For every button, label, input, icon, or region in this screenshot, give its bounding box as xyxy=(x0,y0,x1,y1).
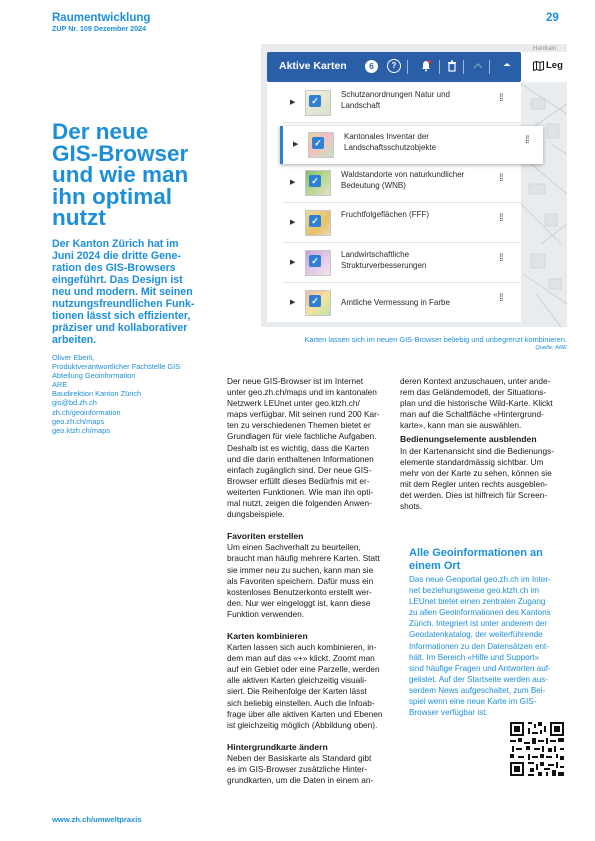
info-box-title: Alle Geoinformationen an einem Ort xyxy=(409,547,543,572)
divider xyxy=(283,282,521,283)
qr-code[interactable] xyxy=(508,720,566,778)
subheading: Karten kombinieren xyxy=(227,630,308,641)
info-box-text: Das neue Geoportal geo.zh.ch im Inter- net beziehungsweise geo.ktzh.ch im LEUnet bietet einen zentralen Zugang zu allen Geoinformationen des Kantons Zürich. Integriert ist unter anderem der Geodatenkatalog, der weiterführende Informationen zu den Datensätzen ent- hält. Im Bereich «Hilfe und Support» sind häufige Fragen und Antworten auf- gelistet. Auf der Startseite werden aus- serdem News aufgeschaltet, zum Bei- spiel wenn eine neue Karte im GIS- Browser verfügbar ist. xyxy=(409,575,551,718)
active-maps-header[interactable] xyxy=(267,52,521,82)
toolbar-divider xyxy=(439,60,440,74)
toolbar-divider xyxy=(407,60,408,74)
paragraph: In der Kartenansicht sind die Bedienungs- elemente standardmässig sichtbar. Um mehr von der Karte zu sehen, können sie mit dem Regler unten rechts ausgeblen- det werden. Dies ist hilfreich für Screen- shots. xyxy=(400,445,555,512)
figure-source: Quelle: ARE xyxy=(535,345,567,351)
drag-handle-icon[interactable]: ⁞⁞ xyxy=(499,253,503,264)
author-block: Oliver Eberli, Produktverantwortlicher Fachstelle GIS Abteilung Geoinformation ARE Baudirektion Kanton Zürich gis@bd.zh.ch zh.ch/geoinformation geo.zh.ch/maps geo.ktzh.ch/maps xyxy=(52,353,237,435)
toolbar-divider xyxy=(463,60,464,74)
page-number: 29 xyxy=(546,12,559,24)
figure-caption: Karten lassen sich im neuen GIS-Browser beliebig und unbegrenzt kombinieren. xyxy=(304,335,567,344)
author-link[interactable]: geo.zh.ch/maps xyxy=(52,416,105,426)
info-box xyxy=(409,547,571,718)
layer-item[interactable] xyxy=(267,284,521,322)
divider xyxy=(283,242,521,243)
layer-name: Kantonales Inventar der Landschaftsschutzobjekte xyxy=(344,132,437,152)
layer-item[interactable] xyxy=(267,204,521,242)
layer-checkbox[interactable]: ✓ xyxy=(312,137,324,149)
expand-chevron-icon[interactable]: ▶ xyxy=(293,141,299,148)
legend-label: Leg xyxy=(546,60,563,71)
layer-checkbox[interactable]: ✓ xyxy=(309,95,321,107)
layer-name: Schutzanordnungen Natur und Landschaft xyxy=(341,90,450,110)
body-column-1 xyxy=(227,376,391,786)
section-title: Raumentwicklung xyxy=(52,12,151,24)
paragraph: deren Kontext anzuschauen, unter ande- rem das Geländemodell, der Situations- plan und die historische Wild-Karte. Klickt man auf die Schaltfläche «Hintergrund- karte», kann man sie auswählen. xyxy=(400,376,553,431)
author-link[interactable]: zh.ch/geoinformation xyxy=(52,407,121,417)
chevron-up-icon[interactable] xyxy=(503,60,511,73)
drag-handle-icon[interactable]: ⁞⁞ xyxy=(525,135,529,146)
footer-url[interactable]: www.zh.ch/umweltpraxis xyxy=(52,815,142,824)
author-email[interactable]: gis@bd.zh.ch xyxy=(52,398,97,408)
toolbar-divider xyxy=(489,60,490,74)
map-legend-icon xyxy=(533,61,544,73)
bell-icon[interactable] xyxy=(421,60,431,75)
drag-handle-icon[interactable]: ⁞⁞ xyxy=(499,173,503,184)
article-headline: Der neue GIS-Browser und wie man ihn optimal nutzt xyxy=(52,119,189,230)
help-icon[interactable]: ? xyxy=(387,59,401,73)
layer-checkbox[interactable]: ✓ xyxy=(309,255,321,267)
layer-item[interactable] xyxy=(267,84,521,122)
paragraph: Karten lassen sich auch kombinieren, in- dem man auf das «+» klickt. Zoomt man auf ein Gebiet oder eine Parzelle, werden alle aktiven Karten gleichzeitig visuali- siert. Die Reihenfolge der Karten lässt sich beliebig einstellen. Auch die Infoab- frage über alle aktiven Karten und Ebenen ist gleichzeitig möglich (Abbildung oben). xyxy=(227,642,383,730)
layer-checkbox[interactable]: ✓ xyxy=(309,295,321,307)
active-count-badge: 6 xyxy=(365,60,378,73)
paragraph: Um einen Sachverhalt zu beurteilen, braucht man häufig mehrere Karten. Statt sie immer neu zu suchen, kann man sie als Favoriten speichern. Dafür muss ein kostenloses Benutzerkonto erstellt wer- den. Nur wer eingeloggt ist, kann diese Funktion verwenden. xyxy=(227,542,380,619)
layer-name: Amtliche Vermessung in Farbe xyxy=(341,298,450,307)
drag-handle-icon[interactable]: ⁞⁞ xyxy=(499,213,503,224)
subheading: Bedienungselemente ausblenden xyxy=(400,434,537,445)
expand-chevron-icon[interactable]: ▶ xyxy=(290,259,296,266)
drag-handle-icon[interactable]: ⁞⁞ xyxy=(499,93,503,104)
drag-handle-icon[interactable]: ⁞⁞ xyxy=(499,293,503,304)
divider xyxy=(283,122,521,123)
layer-item[interactable] xyxy=(267,244,521,282)
layer-name: Landwirtschaftliche Strukturverbesserungen xyxy=(341,250,427,270)
paragraph: Neben der Basiskarte als Standard gibt es im GIS-Browser zusätzliche Hinter- grundkarten, um die Daten in einem an- xyxy=(227,752,374,786)
layer-name: Fruchtfolgeflächen (FFF) xyxy=(341,210,430,219)
map-place-label: Hardrain xyxy=(533,46,557,52)
expand-chevron-icon[interactable]: ▶ xyxy=(290,99,296,106)
layer-item[interactable] xyxy=(267,164,521,202)
layer-name: Waldstandorte von naturkundlicher Bedeutung (WNB) xyxy=(341,170,465,190)
author-link[interactable]: geo.ktzh.ch/maps xyxy=(52,425,110,435)
expand-chevron-icon[interactable]: ▶ xyxy=(290,219,296,226)
paragraph: Der neue GIS-Browser ist im Internet unter geo.zh.ch/maps und im kantonalen Netzwerk LEUnet unter geo.ktzh.ch/ maps verfügbar. Mit seinen rund 200 Kar- ten zu verschiedenen Themen bietet er Grundlagen für viele fachliche Aufgaben. Deshalb ist es wichtig, dass die Karten und die darin enthaltenen Informationen einfach zugänglich sind. Der neue GIS- Browser erfüllt dieses Bedürfnis mit er- weiterten Funktionen. Wie man ihn opti- mal nutzt, zeigen die folgenden Anwen- dungsbeispiele. xyxy=(227,376,380,520)
layer-checkbox[interactable]: ✓ xyxy=(309,175,321,187)
active-layers-list xyxy=(267,82,521,322)
expand-chevron-icon[interactable]: ▶ xyxy=(290,299,296,306)
trash-icon[interactable] xyxy=(447,60,457,75)
legend-button[interactable] xyxy=(521,52,567,82)
gis-browser-screenshot xyxy=(261,44,567,327)
subheading: Favoriten erstellen xyxy=(227,531,304,542)
issue-label: ZUP Nr. 109 Dezember 2024 xyxy=(52,24,147,33)
layer-item-dragging[interactable] xyxy=(280,126,543,164)
expand-chevron-icon[interactable]: ▶ xyxy=(290,179,296,186)
collapse-icon[interactable] xyxy=(473,60,483,75)
subheading: Hintergrundkarte ändern xyxy=(227,741,328,752)
article-lead: Der Kanton Zürich hat im Juni 2024 die dritte Gene- ration des GIS-Browsers eingeführt. Das Design ist neu und modern. Mit seinen nutzungsfreundlichen Funk- tionen lässt sich effizienter, präziser und kollaborativer arbeiten. xyxy=(52,238,195,346)
body-column-2 xyxy=(400,376,568,512)
active-maps-title: Aktive Karten xyxy=(279,60,347,72)
divider xyxy=(283,202,521,203)
layer-checkbox[interactable]: ✓ xyxy=(309,215,321,227)
